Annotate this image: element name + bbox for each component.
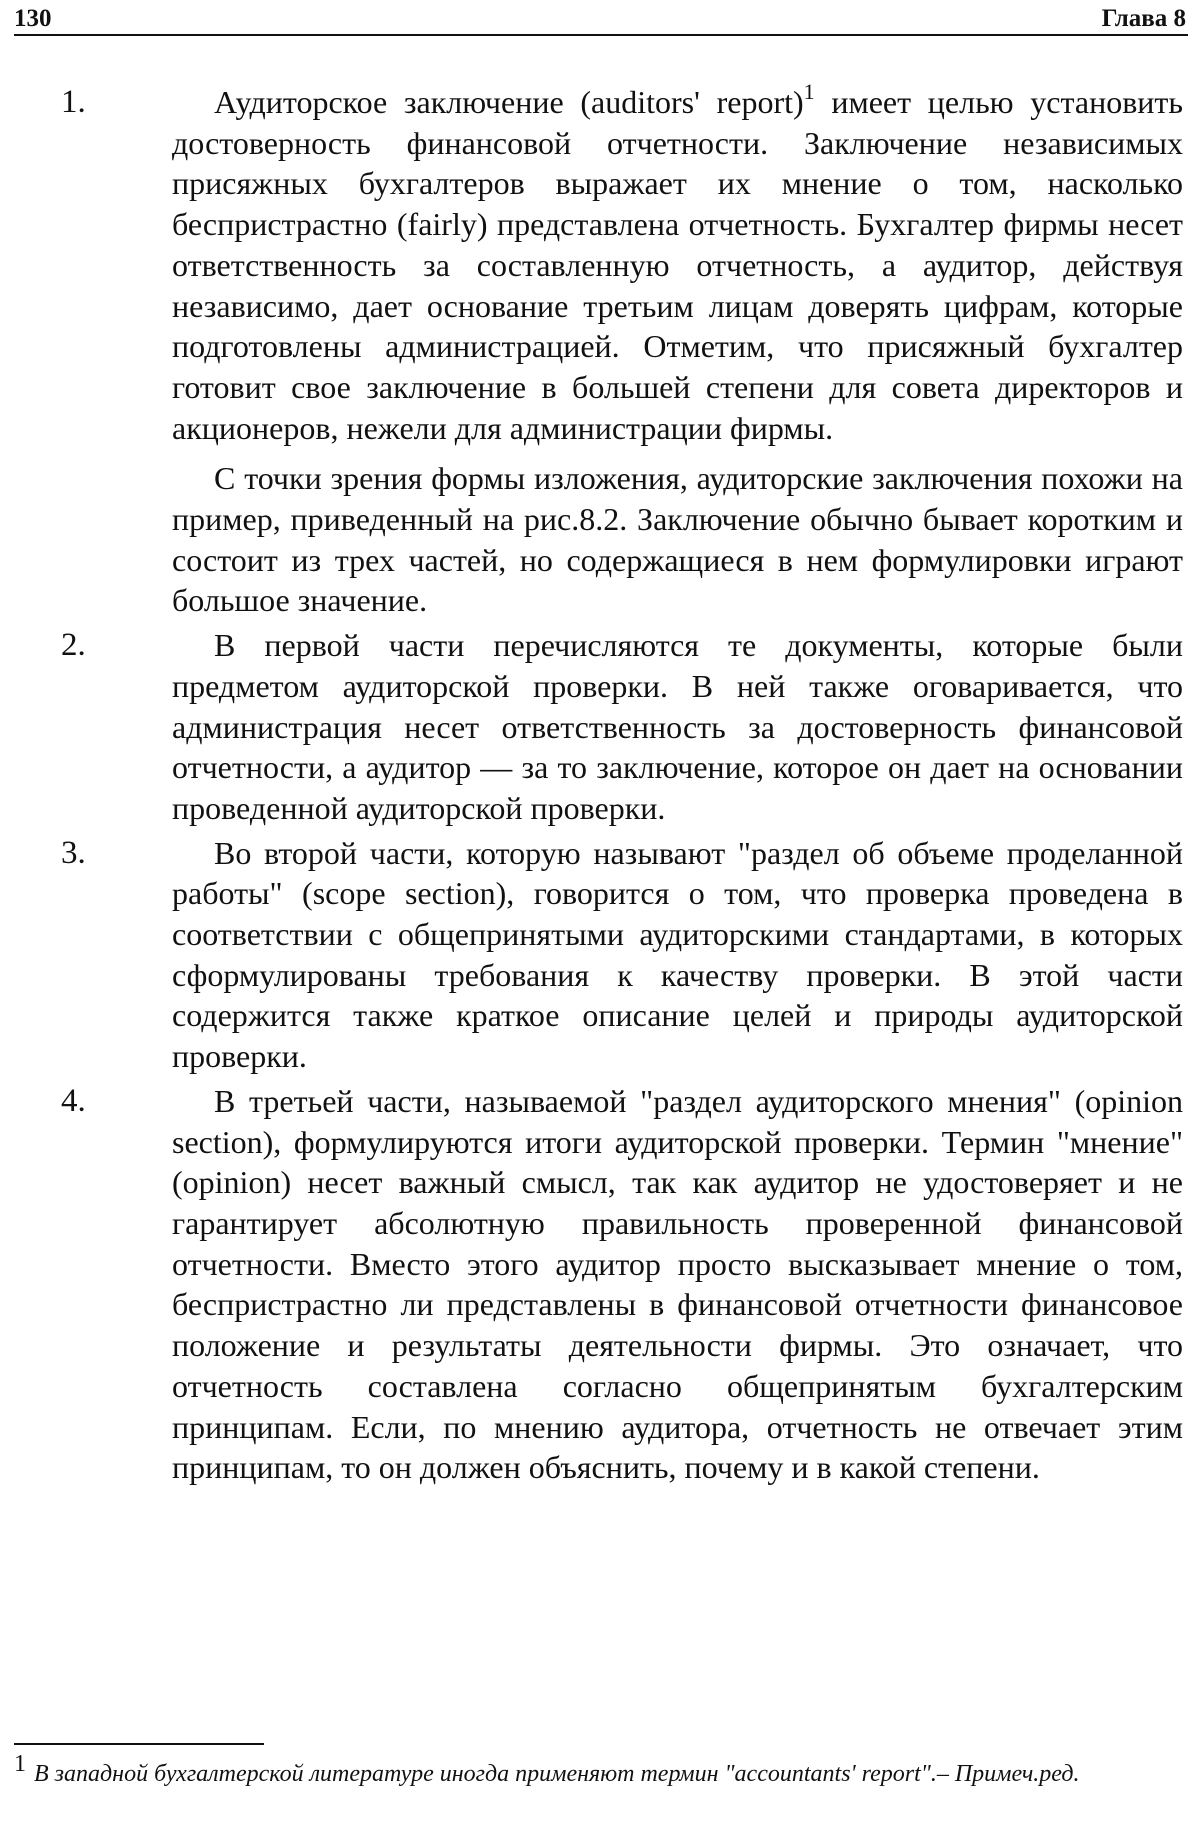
paragraph: С точки зрения формы изложения, аудиторские заключения похожи на пример, приведенный на рис.8.2. Заключение обычно бывает коротким и состоит из трех частей, но содержащиеся в нем формулировки играют большое значение. bbox=[172, 460, 1183, 619]
footnote-divider bbox=[14, 1743, 264, 1745]
paragraph-text: Аудиторское заключение (auditors' report) bbox=[214, 84, 804, 120]
running-head bbox=[14, 4, 1188, 36]
list-item-number: 2. bbox=[61, 627, 86, 664]
footnote-reference[interactable]: 1 bbox=[803, 79, 815, 104]
footnote-mark: 1 bbox=[14, 1751, 26, 1777]
list-item-number: 1. bbox=[61, 84, 86, 120]
paragraph: В первой части перечисляются те документы, которые были предметом аудиторской проверки. В ней также оговаривается, что администрация несет ответственность за достоверность финансовой отчетности, а аудитор — за то заключение, которое он дает на основании проведенной аудиторской проверки. bbox=[172, 627, 1183, 826]
body-text bbox=[0, 79, 1200, 1488]
list-item bbox=[61, 79, 1183, 621]
list-item bbox=[61, 1081, 1183, 1488]
list-item bbox=[61, 833, 1183, 1077]
list-item-number: 4. bbox=[61, 1082, 86, 1119]
list-item bbox=[61, 625, 1183, 829]
footnote bbox=[14, 1751, 1186, 1790]
paragraph-text: имеет целью установить достоверность финансовой отчетности. Заключение независимых присяжных бухгалтеров выражает их мнение о том, насколько беспристрастно (fairly) представлена отчетность. Бухгалтер фирмы несет ответственность за составленную отчетность, а аудитор, действуя независимо, дает основание третьим лицам доверять цифрам, которые подготовлены администрацией. Отметим, что присяжный бухгалтер готовит свое заключение в большей степени для совета директоров и акционеров, нежели для администрации фирмы. bbox=[172, 84, 1183, 446]
paragraph: Во второй части, которую называют "раздел об объеме проделанной работы" (scope section), говорится о том, что проверка проведена в соответствии с общепринятыми аудиторскими стандартами, в которых сформулированы требования к качеству проверки. В этой части содержится также краткое описание целей и природы аудиторской проверки. bbox=[172, 834, 1183, 1075]
list-item-number: 3. bbox=[61, 834, 86, 871]
paragraph: В третьей части, называемой "раздел аудиторского мнения" (opinion section), формулируются итоги аудиторской проверки. Термин "мнение" (opinion) несет важный смысл, так как аудитор не удостоверяет и не гарантирует абсолютную правильность проверенной финансовой отчетности. Вместо этого аудитор просто высказывает мнение о том, беспристрастно ли представлены в финансовой отчетности финансовое положение и результаты деятельности фирмы. Это означает, что отчетность составлена согласно общепринятым бухгалтерским принципам. Если, по мнению аудитора, отчетность не отвечает этим принципам, то он должен объяснить, почему и в какой степени. bbox=[172, 1082, 1183, 1486]
page-number: 130 bbox=[14, 5, 52, 32]
chapter-label: Глава 8 bbox=[1101, 5, 1186, 32]
paragraph bbox=[172, 79, 1183, 448]
footnote-text: В западной бухгалтерской литературе иногда применяют термин "accountants' report".– Примеч.ред. bbox=[34, 1761, 1080, 1787]
